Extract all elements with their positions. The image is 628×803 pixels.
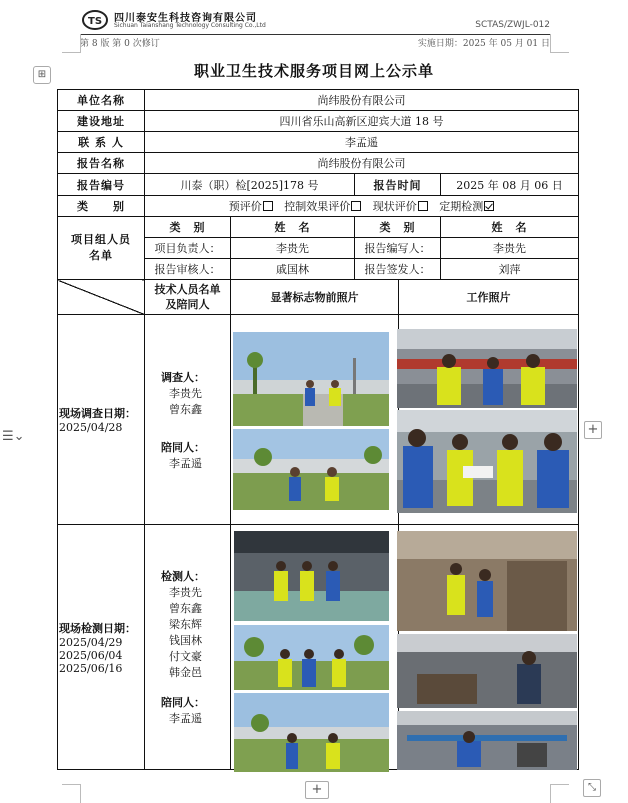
address-value: 四川省乐山高新区迎宾大道 18 号 bbox=[145, 111, 579, 132]
inspector-label: 检测人： bbox=[161, 570, 205, 583]
table-row bbox=[58, 280, 579, 315]
work-photo bbox=[397, 531, 577, 631]
team-name: 刘萍 bbox=[441, 259, 579, 280]
add-column-icon[interactable]: + bbox=[584, 421, 602, 439]
person-name: 曾东鑫 bbox=[169, 402, 202, 416]
landmark-photo bbox=[234, 531, 389, 621]
landmark-photo bbox=[234, 693, 389, 772]
team-label: 项目组人员名单 bbox=[58, 217, 145, 280]
escort-label: 陪同人： bbox=[161, 440, 205, 454]
team-col-category: 类 别 bbox=[145, 217, 231, 238]
detection-date-cell bbox=[58, 525, 145, 770]
address-label: 建设地址 bbox=[58, 111, 145, 132]
company-name-en: Sichuan Taianshang Technology Consulting Co.,Ltd bbox=[114, 22, 266, 29]
person-name: 付文豪 bbox=[169, 650, 202, 663]
detection-date: 2025/04/29 bbox=[59, 635, 123, 649]
report-name-label: 报告名称 bbox=[58, 153, 145, 174]
survey-people-cell bbox=[145, 315, 231, 525]
report-time-label: 报告时间 bbox=[355, 174, 441, 196]
checkbox-icon[interactable] bbox=[351, 201, 361, 211]
person-name: 李贵先 bbox=[169, 386, 202, 400]
checkbox-icon[interactable] bbox=[418, 201, 428, 211]
page-corner-mark bbox=[62, 34, 81, 53]
category-option[interactable]: 定期检测 bbox=[439, 200, 494, 213]
work-photo bbox=[397, 711, 577, 770]
table-row bbox=[58, 217, 579, 238]
report-no-value: 川泰（职）检[2025]178 号 bbox=[145, 174, 355, 196]
person-name: 李孟遥 bbox=[169, 456, 202, 470]
category-option[interactable]: 现状评价 bbox=[373, 200, 428, 213]
detection-date-label: 现场检测日期： bbox=[59, 621, 136, 635]
staff-header: 技术人员名单及陪同人 bbox=[145, 280, 231, 315]
svg-text:TS: TS bbox=[88, 16, 103, 27]
table-move-handle-icon[interactable]: ⊞ bbox=[33, 66, 51, 84]
implementation-date: 实施日期：2025 年 05 月 01 日 bbox=[417, 39, 550, 49]
team-col-name-2: 姓 名 bbox=[441, 217, 579, 238]
work-photo bbox=[397, 329, 577, 408]
detection-date: 2025/06/16 bbox=[59, 661, 123, 675]
team-col-name: 姓 名 bbox=[231, 217, 355, 238]
detection-people-cell bbox=[145, 525, 231, 770]
work-photo bbox=[397, 634, 577, 708]
table-row bbox=[58, 174, 579, 196]
person-name: 曾东鑫 bbox=[169, 602, 202, 615]
table-row bbox=[58, 111, 579, 132]
checkbox-icon[interactable] bbox=[263, 201, 273, 211]
unit-name-label: 单位名称 bbox=[58, 90, 145, 111]
escort-label: 陪同人： bbox=[161, 696, 205, 709]
survey-date-cell bbox=[58, 315, 145, 525]
landmark-photo-header: 显著标志物前照片 bbox=[231, 280, 399, 315]
paragraph-menu-icon[interactable]: ☰⌄ bbox=[2, 429, 25, 444]
resize-handle-icon[interactable]: ⤡ bbox=[583, 779, 601, 797]
category-option[interactable]: 预评价 bbox=[229, 200, 273, 213]
page-corner-mark bbox=[62, 784, 81, 803]
person-name: 钱国林 bbox=[169, 634, 202, 647]
category-label: 类 别 bbox=[58, 196, 145, 217]
edition-text: 第 8 版 第 0 次修订 bbox=[80, 39, 160, 49]
team-name: 李贵先 bbox=[441, 238, 579, 259]
survey-date-label: 现场调查日期： bbox=[59, 407, 136, 420]
report-name-value: 尚纬股份有限公司 bbox=[145, 153, 579, 174]
unit-name-value: 尚纬股份有限公司 bbox=[145, 90, 579, 111]
table-row bbox=[58, 132, 579, 153]
team-col-category-2: 类 别 bbox=[355, 217, 441, 238]
company-name: 四川泰安生科技咨询有限公司 bbox=[114, 13, 257, 24]
table-row bbox=[58, 90, 579, 111]
page-title: 职业卫生技术服务项目网上公示单 bbox=[193, 62, 434, 80]
team-role: 项目负责人： bbox=[145, 238, 231, 259]
landmark-photo bbox=[233, 429, 389, 510]
team-name: 戚国林 bbox=[231, 259, 355, 280]
doc-code: SCTAS/ZWJL-012 bbox=[475, 20, 550, 30]
survey-date: 2025/04/28 bbox=[59, 421, 123, 434]
report-no-label: 报告编号 bbox=[58, 174, 145, 196]
page-corner-mark bbox=[550, 784, 569, 803]
detection-date: 2025/06/04 bbox=[59, 648, 123, 662]
page-corner-mark bbox=[550, 34, 569, 53]
category-option[interactable]: 控制效果评价 bbox=[284, 200, 361, 213]
team-role: 报告审核人： bbox=[145, 259, 231, 280]
diagonal-header-cell bbox=[58, 280, 145, 315]
team-role: 报告签发人： bbox=[355, 259, 441, 280]
person-name: 梁东辉 bbox=[169, 618, 202, 631]
person-name: 李孟遥 bbox=[169, 712, 202, 725]
work-photo bbox=[397, 410, 577, 513]
header-rule bbox=[80, 34, 550, 35]
contact-label: 联 系 人 bbox=[58, 132, 145, 153]
report-time-value: 2025 年 08 月 06 日 bbox=[441, 174, 579, 196]
table-row bbox=[58, 196, 579, 217]
category-options bbox=[145, 196, 579, 217]
landmark-photo bbox=[234, 625, 389, 690]
add-row-icon[interactable]: + bbox=[305, 781, 329, 799]
investigator-label: 调查人： bbox=[161, 370, 205, 384]
checkbox-checked-icon[interactable] bbox=[484, 201, 494, 211]
team-name: 李贵先 bbox=[231, 238, 355, 259]
contact-value: 李孟遥 bbox=[145, 132, 579, 153]
person-name: 韩金邑 bbox=[169, 666, 202, 679]
team-role: 报告编写人： bbox=[355, 238, 441, 259]
company-logo bbox=[82, 8, 112, 32]
table-row bbox=[58, 153, 579, 174]
landmark-photo bbox=[233, 332, 389, 426]
work-photo-header: 工作照片 bbox=[399, 280, 579, 315]
person-name: 李贵先 bbox=[169, 586, 202, 599]
